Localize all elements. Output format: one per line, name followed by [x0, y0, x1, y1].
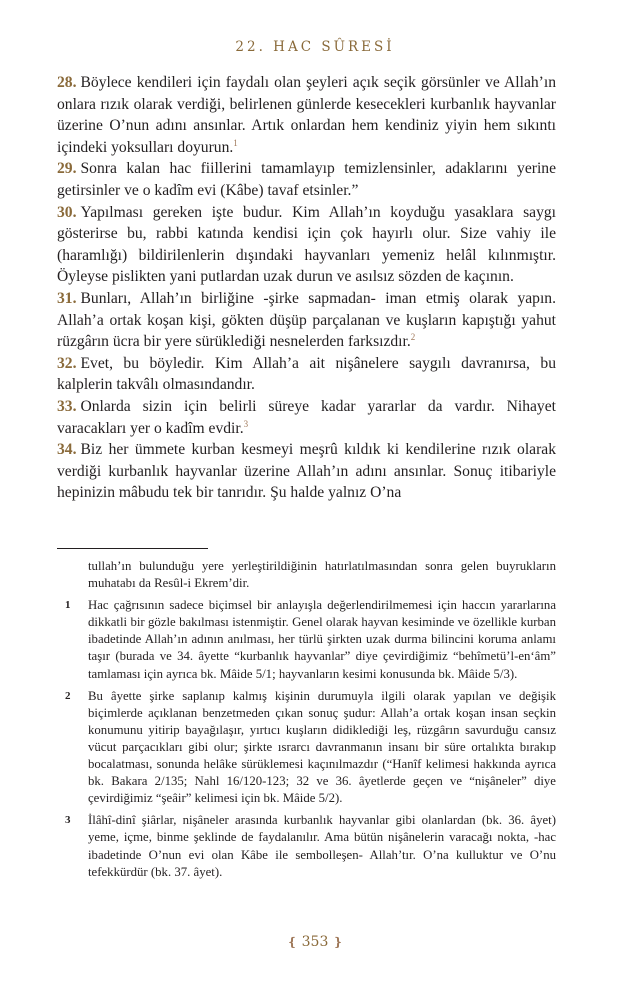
page-number: 353 — [301, 934, 329, 950]
footnote-ref-1[interactable]: 1 — [233, 137, 238, 148]
footnotes — [57, 558, 556, 886]
footnote-text: Bu âyette şirke saplanıp kalmış kişinin durumuyla ilgili olarak yapılan ve değişik biçimlerde açıklanan benzetmeden çıkan sonuç şudur: Allah’a ortak koşan insan seçkin konumunu yitirip bayağılaşır, yırtıcı kuşların didiklediği leş, rüzgârın savurduğu cansız vücut parçacıkları gibi olur; şirkte ısrarcı davranmanın insanı bir süre ortalıkta bırakıp bocalatması, sonunda helâke sürüklemesi kaçınılmazdır (“Hanîf kelimesi hakkında ayrıca bk. Bakara 2/135; Nahl 16/120-123; 32 ve 36. âyetlerde geçen ve “nişâneler” diye çevirdiğimiz “şeâir” kelimesi için bk. Mâide 5/2). — [88, 688, 556, 806]
footnote-number: 1 — [65, 599, 71, 612]
footnote-text: Hac çağrısının sadece biçimsel bir anlayışla değerlendirilmemesi için haccın yararlarına dikkatli bir gözle bakılması istenmiştir. Genel olarak hayvan kesiminde ve özellikle kurban ibadetinde Allah’ın adının anılması, her türlü şirkten uzak durma bilincini koruma anlamı taşır (burada ve 34. âyette “kurbanlık hayvanlar” diye çevirdiğimiz “behîmetü’l-en‘âm” tamlaması için ayrıca bk. Mâide 5/1; hayvanların kesimi konusunda bk. Mâide 5/3). — [88, 598, 556, 681]
footnote-3 — [57, 812, 556, 880]
verse-30 — [57, 202, 556, 288]
verse-text: Sonra kalan hac fiillerini tamamlayıp temizlensinler, adaklarını yerine getirsinler ve o kadîm evi (Kâbe) tavaf etsinler.” — [57, 160, 556, 199]
verse-number: 29. — [57, 160, 77, 178]
verse-text: Evet, bu böyledir. Kim Allah’a ait nişânelere saygılı davranırsa, bu kalplerin takvâlı olmasındandır. — [57, 354, 556, 394]
verse-number: 28. — [57, 74, 77, 91]
verse-33 — [57, 396, 556, 439]
verse-31 — [57, 288, 556, 353]
footnote-number: 3 — [65, 814, 71, 827]
verse-text: Bunları, Allah’ın birliğine -şirke sapmadan- iman etmiş olarak yapın. Allah’a ortak koşan kişi, gökten düşüp parçalanan ve kuşların kapıştığı yahut rüzgârın ücra bir yere sürüklediği nesnelerden farksızdır. — [57, 289, 556, 351]
verse-number: 32. — [57, 354, 77, 372]
right-ornament-icon: ❵ — [332, 935, 343, 949]
footnote-text: İlâhî-dinî şiârlar, nişâneler arasında kurbanlık hayvanlar gibi olanlardan (bk. 36. âyet) yeme, içme, binme şeklinde de faydalanılır. Ama bütün nişânelerin varacağı nokta, -hac ibadetinde O’nun evi olan Kâbe ile sembolleşen- Allah’tır. O’na kulluktur ve O’nu tefekkürdür (bk. 37. âyet). — [88, 813, 556, 879]
verse-number: 31. — [57, 289, 77, 307]
left-ornament-icon: ❴ — [287, 935, 298, 949]
verse-32 — [57, 353, 556, 396]
verse-text: Böylece kendileri için faydalı olan şeyleri açık seçik görsünler ve Allah’ın onlara rızık olarak verdiği, belirlenen günlerde kesecekleri kurbanlık hayvanlar üzerine O’nun adını ansınlar. Artık onlardan hem kendiniz yiyin hem sıkıntı içindeki yoksulları doyurun. — [57, 74, 556, 156]
footnote-continuation: tullah’ın bulunduğu yere yerleştirildiğinin hatırlatılmasından sonra gelen buyrukların muhatabı da Resûl-i Ekrem’dir. — [88, 559, 556, 591]
verse-28 — [57, 72, 556, 158]
footnote-2 — [57, 688, 556, 808]
footnote-number: 2 — [65, 689, 71, 702]
footnote-1 — [57, 597, 556, 682]
footnote-ref-2[interactable]: 2 — [410, 331, 416, 342]
page-folio — [0, 934, 630, 950]
verse-text: Biz her ümmete kurban kesmeyi meşrû kıldık ki kendilerine rızık olarak verdiği kurbanlık hayvanlar üzerine Allah’ın adını ansınlar. Sonuç itibariyle hepinizin mâbudu tek bir tanrıdır. Şu halde yalnız O’na — [57, 441, 556, 502]
footnote-ref-3[interactable]: 3 — [243, 418, 249, 429]
verse-text: Onlarda sizin için belirli süreye kadar yararlar da vardır. Nihayet varacakları yer o kadîm evdir. — [57, 397, 556, 437]
verse-34 — [57, 439, 556, 504]
footnote-rule — [57, 548, 208, 549]
verse-number: 33. — [57, 397, 77, 415]
verse-number: 34. — [57, 441, 77, 459]
main-text — [57, 72, 556, 504]
verse-29 — [57, 158, 556, 201]
running-head: 22. HAC SÛRESİ — [235, 39, 395, 55]
verse-text: Yapılması gereken işte budur. Kim Allah’ın koyduğu yasaklara saygı gösterirse bu, rabbi katında kendisi için çok hayırlı olur. Size vahiy ile (haramlığı) bildirilenlerin dışındaki hayvanları yemeniz helâl kılınmıştır. Öyleyse pislikten yani putlardan uzak durun ve asılsız sözden de kaçının. — [57, 203, 556, 286]
verse-number: 30. — [57, 203, 77, 221]
